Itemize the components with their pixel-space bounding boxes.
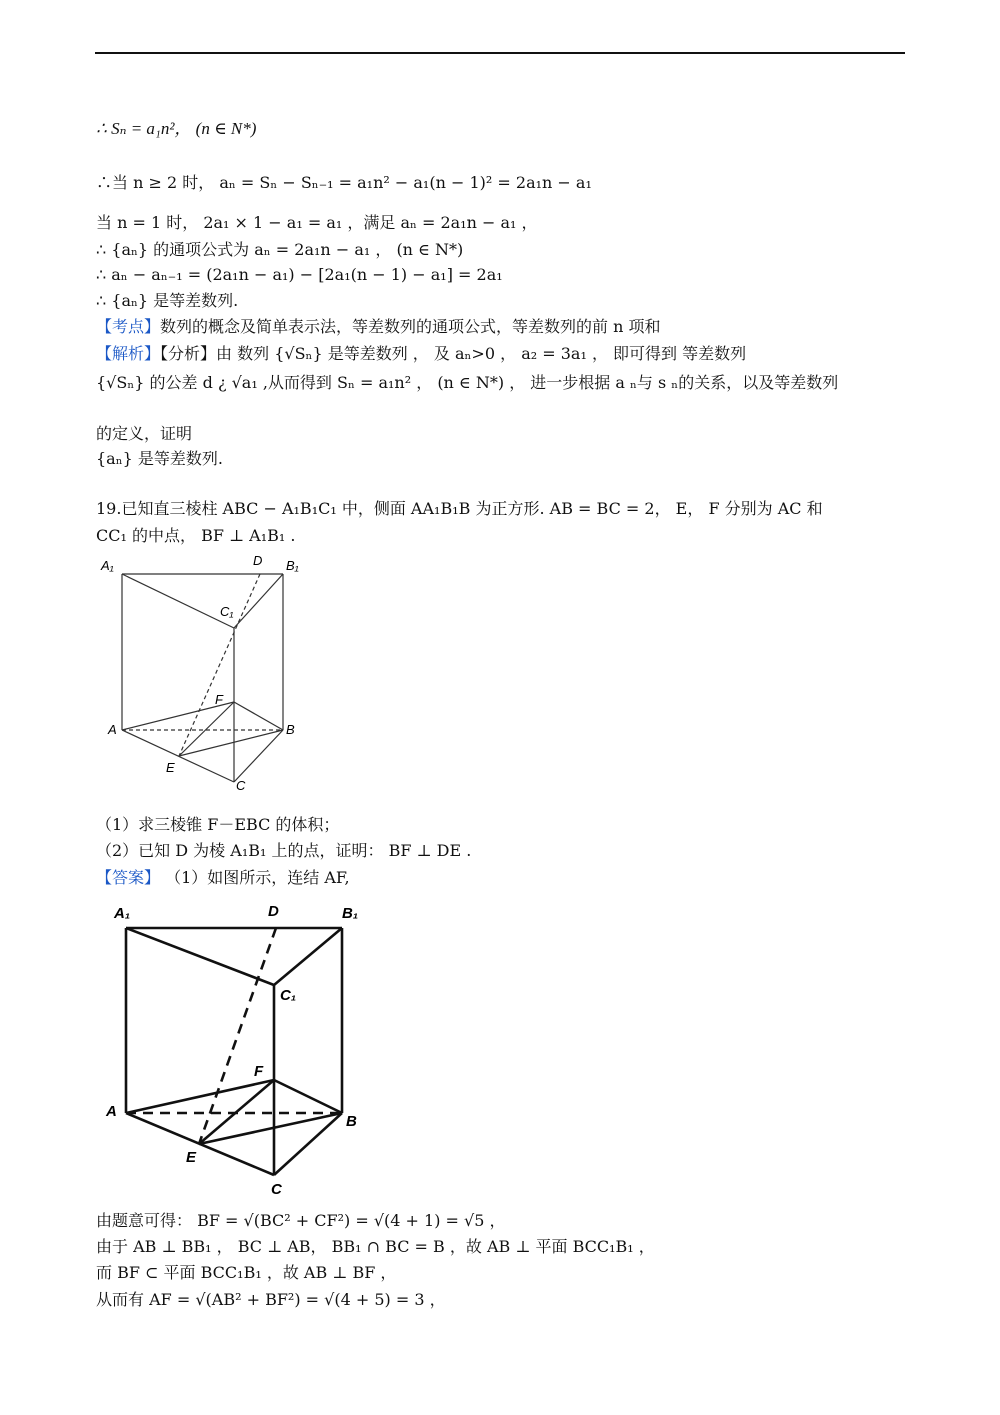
answer-tag: 【答案】 xyxy=(96,868,161,887)
large-label-c: C xyxy=(271,1181,282,1198)
large-label-a1: A₁ xyxy=(114,905,131,922)
small-label-a1: A₁ xyxy=(101,558,114,573)
line-difference: ∴ aₙ − aₙ₋₁ = (2a₁n − a₁) − [2a₁(n − 1) − a₁] = 2a₁ xyxy=(96,265,503,284)
question-19-line2: CC₁ 的中点， BF ⊥ A₁B₁ . xyxy=(96,526,296,545)
line-common-difference: {√Sₙ} 的公差 d ¿ √a₁ ,从而得到 Sₙ = a₁n² ， (n ∈ N*) ， 进一步根据 a ₙ与 s ₙ的关系，以及等差数列 xyxy=(96,373,839,392)
line-general-term: ∴ {aₙ} 的通项公式为 aₙ = 2a₁n − a₁ ， (n ∈ N*) xyxy=(96,240,464,259)
large-label-c1: C₁ xyxy=(280,987,297,1004)
solution-bf: 由题意可得： BF = √(BC² + CF²) = √(4 + 1) = √5 ， xyxy=(96,1211,506,1230)
small-label-a: A xyxy=(108,722,117,737)
small-label-f: F xyxy=(215,692,223,707)
header-rule xyxy=(95,52,905,54)
solution-ab-bf: 而 BF ⊂ 平面 BCC₁B₁ ，故 AB ⊥ BF ， xyxy=(96,1263,397,1282)
solution-af: 从而有 AF = √(AB² + BF²) = √(4 + 5) = 3 ， xyxy=(96,1290,446,1309)
small-label-b: B xyxy=(286,722,295,737)
kaodian-text: 数列的概念及简单表示法，等差数列的通项公式，等差数列的前 n 项和 xyxy=(160,317,661,336)
line-definition: 的定义，证明 xyxy=(96,424,193,443)
large-label-b: B xyxy=(346,1113,357,1130)
sub-question-2: （2）已知 D 为棱 A₁B₁ 上的点，证明： BF ⊥ DE . xyxy=(96,841,472,860)
sub-question-1: （1）求三棱锥 F－EBC 的体积； xyxy=(96,815,340,834)
jiexi-tag: 【解析】 xyxy=(96,344,161,363)
kaodian-line xyxy=(96,316,661,338)
answer-line xyxy=(96,867,350,889)
large-label-a: A xyxy=(106,1103,117,1120)
kaodian-tag: 【考点】 xyxy=(96,317,161,336)
question-19-line1: 19.已知直三棱柱 ABC − A₁B₁C₁ 中，侧面 AA₁B₁B 为正方形. AB = BC = 2， E， F 分别为 AC 和 xyxy=(96,499,823,518)
large-label-e: E xyxy=(186,1149,197,1166)
line-n-equals-1: 当 n = 1 时， 2a₁ × 1 − a₁ = a₁ ，满足 aₙ = 2a₁n − a₁ ， xyxy=(96,213,538,232)
prism-figure-small xyxy=(96,550,316,795)
solution-perpendicular: 由于 AB ⊥ BB₁ ， BC ⊥ AB， BB₁ ∩ BC = B ，故 AB ⊥ 平面 BCC₁B₁ ， xyxy=(96,1237,655,1256)
line-arithmetic-conclusion: ∴ {aₙ} 是等差数列. xyxy=(96,291,239,310)
line-sn-formula: ∴ Sₙ = a₁n²， (n ∈ N*) xyxy=(96,119,257,138)
large-label-f: F xyxy=(254,1063,264,1080)
jiexi-line xyxy=(96,343,746,365)
line-an-derivation: ∴当 n ≥ 2 时， aₙ = Sₙ − Sₙ₋₁ = a₁n² − a₁(n − 1)² = 2a₁n − a₁ xyxy=(96,173,592,192)
answer-text: （1）如图所示，连结 AF, xyxy=(160,868,350,887)
jiexi-text: 【分析】由 数列 {√Sₙ} 是等差数列 ， 及 aₙ>0 ， a₂ = 3a₁ ， 即可得到 等差数列 xyxy=(160,344,747,363)
small-label-d: D xyxy=(253,553,263,568)
prism-figure-large xyxy=(96,900,376,1200)
small-label-c: C xyxy=(236,778,246,793)
large-label-d: D xyxy=(268,903,279,920)
small-label-c1: C₁ xyxy=(220,604,234,619)
line-arithmetic-sequence: {aₙ} 是等差数列. xyxy=(96,449,223,468)
large-label-b1: B₁ xyxy=(342,905,359,922)
small-label-b1: B₁ xyxy=(286,558,299,573)
small-label-e: E xyxy=(166,760,175,775)
